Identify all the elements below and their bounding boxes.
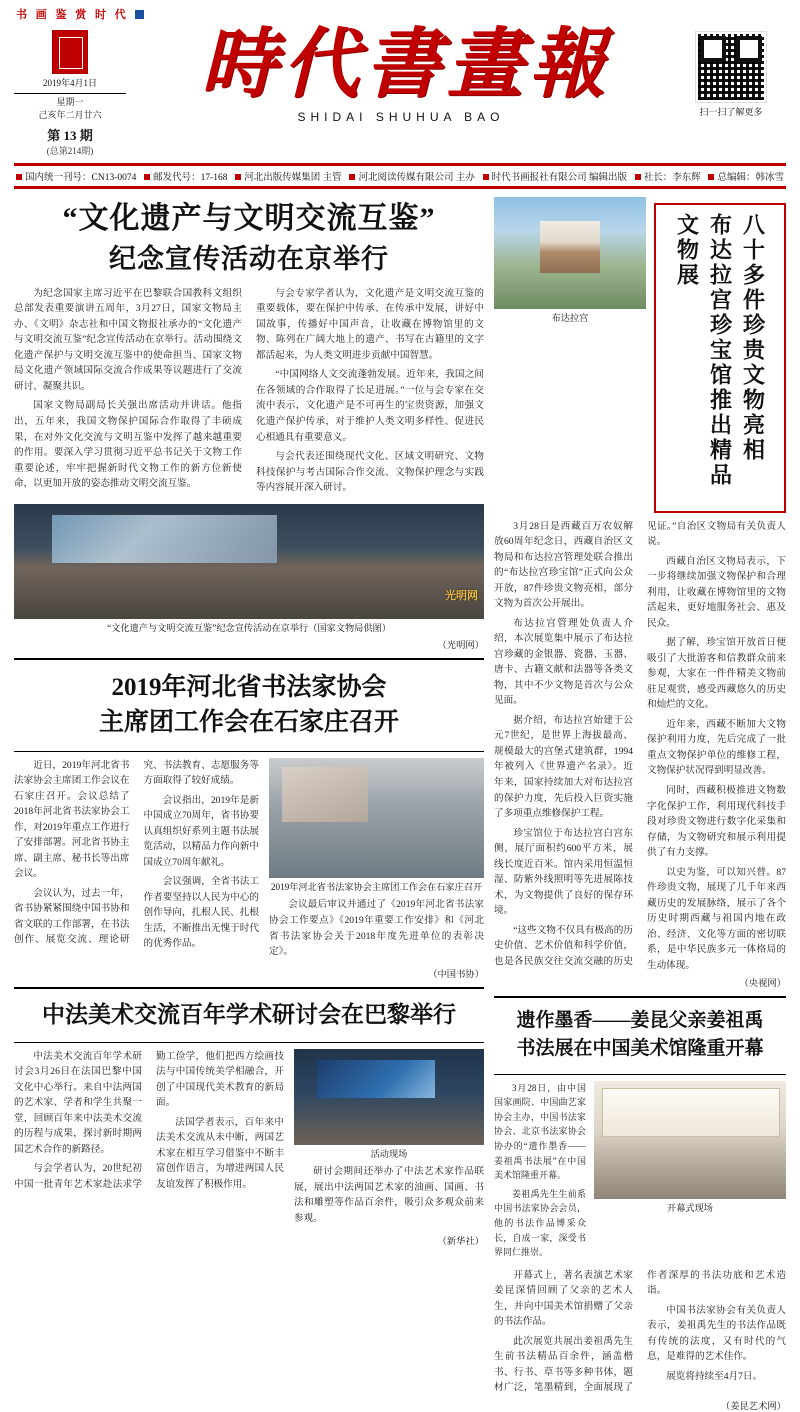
newspaper-title-pinyin: SHIDAI SHUHUA BAO: [297, 109, 505, 124]
potala-headline-box: [654, 203, 786, 513]
newspaper-logo: [52, 30, 88, 74]
story2-divider: [14, 751, 484, 752]
paragraph: 姜祖禹先生生前系中国书法家协会会员，他的书法作品博采众长，自成一家，深受书界同仁推崇。: [494, 1188, 586, 1258]
info-item: 总编辑：韩冰雪: [708, 169, 784, 183]
paragraph: 会议指出，2019年是新中国成立70周年，省书协要认真组织好系列主题书法展览活动，以精品力作向新中国成立70周年献礼。: [143, 794, 259, 868]
paragraph: 此次展览共展出姜祖禹先生生前书法精品百余件，涵盖楷书、行书、草书等多种书体，题材广泛，笔墨精到，全面展现了作者深厚的书法功底和艺术造诣。: [494, 1269, 786, 1394]
lead-headline-line2: 纪念宣传活动在京举行: [109, 244, 389, 275]
paragraph: 同时，西藏积极推进文物数字化保护工作，利用现代科技手段对珍贵文物进行数字化采集和存储，为文物研究和展示利用提供了有力支撑。: [647, 785, 786, 859]
issue-number: 第 13 期: [47, 127, 93, 143]
left-column: [14, 197, 484, 1247]
jiangkun-wrap: [494, 1081, 786, 1264]
top-strip: [14, 0, 786, 24]
potala-photo: [494, 197, 646, 309]
qr-caption: 扫一扫了解更多: [699, 107, 763, 117]
issue-lunar: 己亥年二月廿六: [38, 110, 102, 120]
potala-headline-line1: 布达拉宫珍宝馆推出精品文物展: [674, 212, 733, 488]
potala-body: [494, 519, 786, 974]
issue-weekday: 星期一: [56, 96, 84, 107]
paragraph: 布达拉宫管理处负责人介绍，本次展览集中展示了布达拉宫珍藏的金银器、瓷器、玉器、唐卡、古籍文献和法器等各类文物，其中不少文物是首次与公众见面。: [494, 617, 633, 707]
jiangkun-headline-line1: 遗作墨香——姜昆父亲姜祖禹: [516, 1010, 764, 1032]
jiangkun-body: [494, 1268, 786, 1396]
jiangkun-photo-caption: 开幕式现场: [667, 1202, 713, 1213]
jiangkun-photo: [594, 1081, 786, 1199]
info-item: 河北出版传媒集团 主管: [235, 169, 341, 183]
publication-info-bar: [14, 166, 786, 189]
issue-total: (总第214期): [46, 146, 94, 156]
story3-signature: （新华社）: [437, 1236, 484, 1247]
paragraph: 与会专家学者认为，文化遗产是文明交流互鉴的重要载体，要在保护中传承、在传承中发展，讲好中国故事，传播好中国声音，让收藏在博物馆里的文物、陈列在广阔大地上的遗产、书写在古籍里的文字都活起来，为人类文明进步贡献中国智慧。: [256, 287, 484, 361]
paragraph: 与会学者认为，20世纪初中国一批青年艺术家赴法求学勤工俭学，他们把西方绘画技法与中国传统美学相融合，开创了中国现代美术教育的新局面。: [14, 1050, 284, 1190]
story3-headline: 中法美术交流百年学术研讨会在巴黎举行: [42, 1001, 456, 1027]
story3-divider: [14, 1042, 484, 1043]
story2-signature: （中国书协）: [428, 969, 484, 980]
paragraph: 西藏自治区文物局表示，下一步将继续加强文物保护和合理利用，让收藏在博物馆里的文物活起来，更好地服务社会、惠及民众。: [647, 555, 786, 629]
story3-wrap: [14, 1049, 484, 1247]
issue-date: 2019年4月1日: [14, 77, 126, 94]
paragraph: 以史为鉴，可以知兴替。87件珍贵文物，展现了几千年来西藏历史的发展脉络，展示了各个历史时期西藏与祖国内地在政治、经济、文化等方面的密切联系，是中华民族多元一体格局的生动体现。: [647, 866, 786, 971]
story2-body-right: [269, 897, 484, 963]
story2-photo: [269, 758, 484, 878]
newspaper-title: 時代書畫報: [201, 23, 611, 107]
paragraph: 会议认为，过去一年，省书协紧紧围绕中国书协和省文联的工作部署，在书法创作、展览交流、理论研究、书法教育、志愿服务等方面取得了较好成绩。: [14, 759, 259, 946]
potala-top: [494, 197, 786, 513]
paragraph: 为纪念国家主席习近平在巴黎联合国教科文组织总部发表重要演讲五周年，3月27日，国家文物局主办、《文明》杂志社和中国文物报社承办的“文化遗产与文明交流互鉴”纪念宣传活动在京举行。活动围绕文化遗产保护与文明交流互鉴中的使命担当、国家文物局文化遗产领域国际交流合作成果等议题进行了交流研讨、凝聚共识。: [14, 287, 242, 392]
info-item: 河北阅读传媒有限公司 主办: [349, 169, 474, 183]
paragraph: 研讨会期间还举办了中法艺术家作品联展，展出中法两国艺术家的油画、国画、书法和雕塑等作品百余件，吸引众多观众前来参观。: [294, 1166, 484, 1224]
paragraph: 展览将持续至4月7日。: [666, 1370, 763, 1382]
lead-article-photo: [14, 504, 484, 619]
paragraph: 3月28日，由中国国家画院、中国曲艺家协会主办，中国书法家协会、北京书法家协会协办的“遗作墨香——姜祖禹书法展”在中国美术馆隆重开幕。: [494, 1082, 586, 1181]
paragraph: “中国网络人文交流蓬勃发展。近年来，我国之间在各领域的合作取得了长足进展。”一位与会专家在交流中表示，文化遗产是不可再生的宝贵资源，加强文化遗产保护传承，对于维护人类文明多样性、促进民心相通具有重要意义。: [256, 369, 484, 443]
story2-body-left: [14, 758, 259, 952]
story3-body-left: [14, 1049, 284, 1195]
paragraph: 法国学者表示，百年来中法美术交流从未中断，两国艺术家在相互学习借鉴中不断丰富创作语言，为增进两国人民友谊发挥了积极作用。: [156, 1116, 284, 1190]
section-divider-2: [14, 987, 484, 989]
info-item: 时代书画报社有限公司 编辑出版: [483, 169, 627, 183]
info-item: 邮发代号：17-168: [144, 169, 227, 183]
qr-code-icon[interactable]: [696, 32, 766, 102]
paragraph: 与会代表还围绕现代文化、区域文明研究、文物科技保护与考古国际合作交流、文物保护理念与实践等内容展开深入研讨。: [256, 451, 484, 494]
story2-wrap: [14, 758, 484, 980]
paragraph: 据了解，珍宝馆开放首日便吸引了大批游客和信教群众前来参观，大家在一件件精美文物前驻足观赏，感受西藏悠久的历史和灿烂的文化。: [647, 637, 786, 711]
watermark-label: 光明网: [445, 589, 478, 602]
potala-headline-line2: 八十多件珍贵文物亮相: [740, 212, 766, 463]
top-strip-text: 书 画 鉴 赏 时 代: [16, 9, 129, 21]
masthead-right: [676, 26, 786, 118]
section-divider-3: [494, 996, 786, 998]
masthead: [14, 24, 786, 159]
lead-photo-caption: “文化遗产与文明交流互鉴”纪念宣传活动在京举行（国家文物局供图）: [107, 622, 391, 633]
blue-square-icon: [135, 10, 144, 19]
paragraph: 近日，2019年河北省书法家协会主席团工作会议在石家庄召开。会议总结了2018年河北省书法家协会工作，对2019年重点工作进行了安排部署。河北省书协主席、副主席、秘书长等出席会议。: [14, 759, 130, 880]
story2-headline-line1: 2019年河北省书法家协会: [111, 673, 387, 701]
story2-headline-line2: 主席团工作会在石家庄召开: [98, 708, 399, 736]
story2-photo-caption: 2019年河北省书法家协会主席团工作会在石家庄召开: [270, 881, 483, 892]
paragraph: 珍宝馆位于布达拉宫白宫东侧，展厅面积约600平方米，展线长度近百米。馆内采用恒温恒湿、防紫外线照明等先进展陈技术，为文物提供了良好的保存环境。: [494, 827, 633, 917]
story3-photo-caption: 活动现场: [370, 1148, 408, 1159]
paragraph: 中法美术交流百年学术研讨会3月26日在法国巴黎中国文化中心举行。来自中法两国的艺术家、学者和学生共聚一堂，回顾百年来中法美术交流的历程与成果，探讨新时期两国艺术合作的新路径。: [14, 1050, 142, 1155]
info-item: 社长：李东辉: [635, 169, 701, 183]
info-item: 国内统一刊号：CN13-0074: [16, 169, 136, 183]
lead-headline-line1: “文化遗产与文明交流互鉴”: [62, 201, 436, 235]
paragraph: 中国书法家协会有关负责人表示，姜祖禹先生的书法作品既有传统的法度，又有时代的气息，是难得的艺术佳作。: [647, 1304, 786, 1363]
masthead-center: [126, 23, 676, 124]
jiangkun-body-left: [494, 1081, 586, 1264]
jiangkun-divider: [494, 1074, 786, 1075]
potala-signature: （央视网）: [739, 979, 786, 990]
paragraph: 会议最后审议并通过了《2019年河北省书法家协会工作要点》《2019年重要工作安排》和《河北省书法家协会关于2018年度先进单位的表彰决定》。: [269, 899, 484, 958]
right-column: [494, 197, 786, 1412]
potala-photo-caption: 布达拉宫: [551, 312, 589, 323]
paragraph: 近年来，西藏不断加大文物保护利用力度，先后完成了一批重点文物保护单位的维修工程，文物保护状况得到明显改善。: [647, 718, 786, 777]
page-content: [14, 197, 786, 1412]
paragraph: 开幕式上，著名表演艺术家姜昆深情回顾了父亲的艺术人生，并向中国美术馆捐赠了父亲的书法作品。: [494, 1269, 633, 1328]
paragraph: 据介绍，布达拉宫始建于公元7世纪，是世界上海拔最高、规模最大的宫堡式建筑群，1994年被列入《世界遗产名录》。近年来，国家持续加大对布达拉宫的保护力度，先后投入巨资实施了多项重点维修保护工程。: [494, 714, 633, 820]
jiangkun-headline-line2: 书法展在中国美术馆隆重开幕: [516, 1038, 764, 1060]
story3-body-right: [294, 1164, 484, 1230]
story3-photo: [294, 1049, 484, 1145]
paragraph: 会议强调，全省书法工作者要坚持以人民为中心的创作导向，扎根人民、扎根生活，不断推出无愧于时代的优秀作品。: [143, 876, 259, 950]
paragraph: “这些文物不仅具有极高的历史价值、艺术价值和科学价值，也是各民族交往交流交融的历史见证。”自治区文物局有关负责人说。: [494, 520, 786, 967]
jiangkun-signature: （姜昆艺术网）: [720, 1401, 786, 1412]
lead-signature: （光明网）: [437, 640, 484, 651]
masthead-left: [14, 26, 126, 159]
paragraph: 国家文物局副局长关强出席活动并讲话。他指出，五年来，我国文物保护国际合作取得了丰硕成果，在对外文化交流与文明互鉴中发挥了越来越重要的作用。要深入学习贯彻习近平总书记关于文物工作重要论述，牢牢把握新时代文物工作的新方位新使命，以更加开放的姿态推动文明交流互鉴。: [14, 400, 242, 490]
paragraph: 3月28日是西藏百万农奴解放60周年纪念日，西藏自治区文物局和布达拉宫管理处联合推出的“布达拉宫珍宝馆”正式向公众开放，87件珍贵文物亮相，部分文物为首次公开展出。: [494, 520, 633, 610]
section-divider: [14, 658, 484, 660]
lead-article-body: [14, 286, 484, 498]
